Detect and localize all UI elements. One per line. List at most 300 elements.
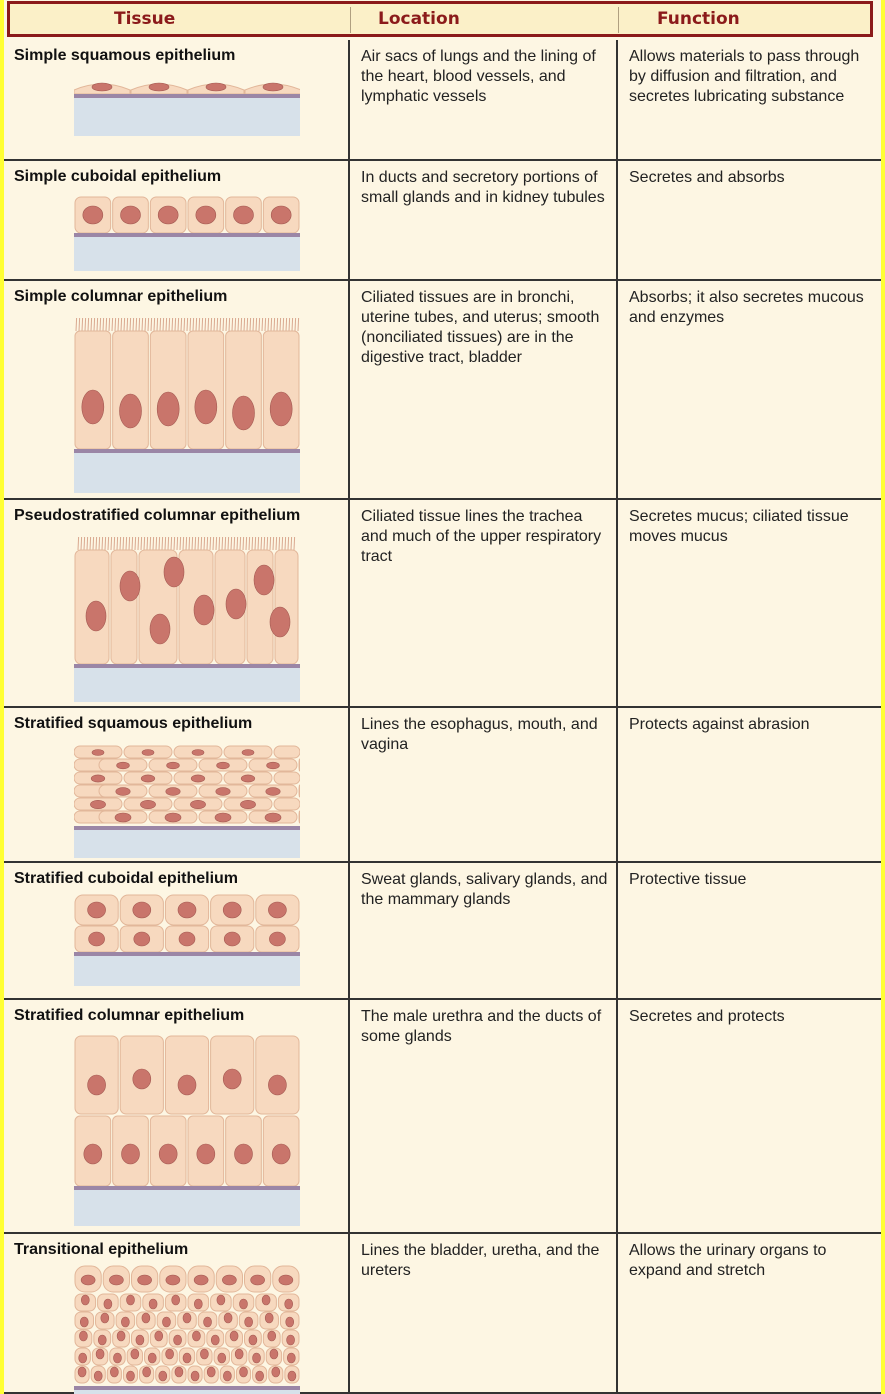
nucleus <box>285 1299 293 1309</box>
cilium <box>231 537 232 550</box>
nucleus <box>253 1353 261 1363</box>
nucleus <box>149 83 169 91</box>
cilium <box>202 318 203 331</box>
cilium <box>271 318 272 331</box>
cell <box>226 331 262 449</box>
nucleus <box>194 595 214 625</box>
cilium <box>211 318 212 331</box>
nucleus <box>263 83 283 91</box>
cilium <box>240 537 241 550</box>
simple-squamous-illustration <box>74 74 300 152</box>
cilium <box>243 537 244 550</box>
tissue-cell <box>4 40 348 159</box>
function-cell <box>616 500 881 706</box>
table-row <box>4 863 881 1000</box>
cilium <box>157 318 158 331</box>
nucleus <box>117 762 130 769</box>
nucleus <box>143 1367 151 1377</box>
cilium <box>238 318 239 331</box>
cilium <box>241 318 242 331</box>
connective-tissue <box>74 1390 300 1394</box>
location-text: Sweat glands, salivary glands, and the mammary glands <box>361 871 608 908</box>
cilium <box>250 318 251 331</box>
nucleus <box>121 206 141 224</box>
location-cell <box>348 40 616 159</box>
nucleus <box>226 589 246 619</box>
cilium <box>120 537 121 550</box>
nucleus <box>195 390 217 424</box>
connective-tissue <box>74 453 300 493</box>
location-text: Lines the esophagus, mouth, and vagina <box>361 716 598 753</box>
nucleus <box>270 1349 278 1359</box>
nucleus <box>272 1367 280 1377</box>
nucleus <box>211 1335 219 1345</box>
table-row <box>4 708 881 863</box>
cilium <box>132 537 133 550</box>
nucleus <box>287 1353 295 1363</box>
cilium <box>165 537 166 550</box>
cilium <box>178 318 179 331</box>
function-cell <box>616 1234 881 1392</box>
cilium <box>124 318 125 331</box>
nucleus <box>230 1331 238 1341</box>
location-cell <box>348 1234 616 1392</box>
nucleus <box>116 788 130 796</box>
cilium <box>115 318 116 331</box>
location-cell <box>348 281 616 498</box>
cilium <box>205 318 206 331</box>
cilium <box>79 318 80 331</box>
cilium <box>262 318 263 331</box>
cilium <box>286 318 287 331</box>
header-divider <box>618 7 619 33</box>
function-cell <box>616 708 881 861</box>
cilium <box>78 537 79 550</box>
function-text: Protects against abrasion <box>629 716 810 733</box>
cilium <box>253 318 254 331</box>
cilium <box>141 537 142 550</box>
nucleus <box>110 1367 118 1377</box>
nucleus <box>166 1349 174 1359</box>
connective-tissue <box>74 98 300 136</box>
cilium <box>87 537 88 550</box>
header-location: Location <box>378 9 460 29</box>
simple-columnar-illustration <box>74 315 300 493</box>
tissue-cell <box>4 500 348 706</box>
nucleus <box>131 1349 139 1359</box>
cilium <box>183 537 184 550</box>
cilium <box>207 537 208 550</box>
nucleus <box>223 1069 241 1089</box>
cilium <box>163 318 164 331</box>
nucleus <box>140 800 155 808</box>
nucleus <box>172 1295 180 1305</box>
nucleus <box>88 1075 106 1095</box>
cilium <box>225 537 226 550</box>
nucleus <box>197 1144 215 1164</box>
cilium <box>126 537 127 550</box>
cilium <box>204 537 205 550</box>
nucleus <box>115 813 131 822</box>
cilium <box>285 537 286 550</box>
tissue-name: Simple columnar epithelium <box>14 288 228 305</box>
cilium <box>105 537 106 550</box>
tissue-name: Simple squamous epithelium <box>14 47 236 64</box>
nucleus <box>224 932 240 946</box>
cilium <box>292 318 293 331</box>
table-row <box>4 1234 881 1394</box>
cilium <box>103 318 104 331</box>
nucleus <box>127 1295 135 1305</box>
nucleus <box>79 1353 87 1363</box>
nucleus <box>235 1144 253 1164</box>
cilium <box>147 537 148 550</box>
nucleus <box>174 1335 182 1345</box>
connective-tissue <box>74 237 300 271</box>
cilium <box>190 318 191 331</box>
cilium <box>121 318 122 331</box>
cilium <box>172 318 173 331</box>
cell <box>111 550 137 664</box>
table-row <box>4 161 881 281</box>
nucleus <box>166 788 180 796</box>
cilium <box>210 537 211 550</box>
table-header <box>7 1 873 37</box>
nucleus <box>155 1331 163 1341</box>
nucleus <box>157 392 179 426</box>
function-cell <box>616 1000 881 1232</box>
cilium <box>136 318 137 331</box>
connective-tissue <box>74 956 300 986</box>
cilium <box>82 318 83 331</box>
nucleus <box>217 1295 225 1305</box>
cilium <box>288 537 289 550</box>
location-cell <box>348 1000 616 1232</box>
nucleus <box>194 1275 208 1285</box>
cilium <box>289 318 290 331</box>
tissue-name: Pseudostratified columnar epithelium <box>14 507 301 524</box>
cilium <box>267 537 268 550</box>
cell <box>150 331 186 449</box>
nucleus <box>149 1299 157 1309</box>
cilium <box>193 318 194 331</box>
nucleus <box>120 571 140 601</box>
cell <box>299 785 300 797</box>
nucleus <box>133 902 151 918</box>
cilium <box>138 537 139 550</box>
nucleus <box>192 750 204 756</box>
nucleus <box>207 1367 215 1377</box>
cilium <box>256 318 257 331</box>
cilium <box>118 318 119 331</box>
cilium <box>100 318 101 331</box>
cilium <box>244 318 245 331</box>
cilium <box>93 537 94 550</box>
cilium <box>99 537 100 550</box>
function-text: Secretes mucus; ciliated tissue moves mucus <box>629 508 849 545</box>
cilium <box>279 537 280 550</box>
tissue-name: Stratified squamous epithelium <box>14 715 253 732</box>
nucleus <box>249 1335 257 1345</box>
nucleus <box>222 1275 236 1285</box>
nucleus <box>268 1075 286 1095</box>
connective-tissue <box>74 1190 300 1226</box>
cilium <box>184 318 185 331</box>
cilium <box>264 537 265 550</box>
nucleus <box>254 565 274 595</box>
nucleus <box>165 813 181 822</box>
cilium <box>222 537 223 550</box>
cilium <box>214 318 215 331</box>
cilium <box>237 537 238 550</box>
cilium <box>150 537 151 550</box>
nucleus <box>287 1335 295 1345</box>
cilium <box>255 537 256 550</box>
nucleus <box>117 1331 125 1341</box>
cilium <box>160 318 161 331</box>
nucleus <box>89 932 105 946</box>
cilium <box>169 318 170 331</box>
cell <box>274 798 300 810</box>
cilium <box>181 318 182 331</box>
cilium <box>154 318 155 331</box>
nucleus <box>98 1335 106 1345</box>
cilium <box>189 537 190 550</box>
nucleus <box>175 1367 183 1377</box>
nucleus <box>159 1144 177 1164</box>
cilium <box>96 537 97 550</box>
cilium <box>298 318 299 331</box>
cilium <box>295 318 296 331</box>
cilium <box>213 537 214 550</box>
nucleus <box>245 1317 253 1327</box>
header-divider <box>350 7 351 33</box>
location-text: In ducts and secretory portions of small glands and in kidney tubules <box>361 169 605 206</box>
nucleus <box>183 1313 191 1323</box>
nucleus <box>150 614 170 644</box>
table-row <box>4 40 881 161</box>
location-cell <box>348 161 616 279</box>
nucleus <box>178 1075 196 1095</box>
cilium <box>280 318 281 331</box>
nucleus <box>270 607 290 637</box>
cilium <box>234 537 235 550</box>
pseudostratified-columnar-illustration <box>74 534 300 702</box>
nucleus <box>120 394 142 428</box>
nucleus <box>204 1317 212 1327</box>
cell <box>299 759 300 771</box>
nucleus <box>80 1317 88 1327</box>
nucleus <box>191 775 205 782</box>
nucleus <box>88 902 106 918</box>
nucleus <box>269 932 285 946</box>
nucleus <box>90 800 105 808</box>
nucleus <box>270 392 292 426</box>
cilium <box>133 318 134 331</box>
cilium <box>127 318 128 331</box>
cilium <box>277 318 278 331</box>
nucleus <box>166 1275 180 1285</box>
cilium <box>166 318 167 331</box>
nucleus <box>224 1313 232 1323</box>
nucleus <box>268 1331 276 1341</box>
cilium <box>108 537 109 550</box>
cilium <box>175 318 176 331</box>
nucleus <box>178 902 196 918</box>
cilium <box>88 318 89 331</box>
location-text: Lines the bladder, uretha, and the ureters <box>361 1242 600 1279</box>
nucleus <box>96 1349 104 1359</box>
cilium <box>186 537 187 550</box>
cilium <box>144 537 145 550</box>
nucleus <box>200 1349 208 1359</box>
cilium <box>97 318 98 331</box>
nucleus <box>262 1295 270 1305</box>
nucleus <box>216 788 230 796</box>
tissue-cell <box>4 281 348 498</box>
nucleus <box>78 1367 86 1377</box>
nucleus <box>268 902 286 918</box>
nucleus <box>215 813 231 822</box>
location-cell <box>348 708 616 861</box>
cilium <box>198 537 199 550</box>
cilium <box>174 537 175 550</box>
cilium <box>247 318 248 331</box>
cilium <box>130 318 131 331</box>
cilium <box>129 537 130 550</box>
basement-membrane <box>74 952 300 956</box>
cilium <box>274 318 275 331</box>
cilium <box>265 318 266 331</box>
cilium <box>294 537 295 550</box>
function-text: Protective tissue <box>629 871 747 888</box>
nucleus <box>167 762 180 769</box>
location-cell <box>348 500 616 706</box>
nucleus <box>240 800 255 808</box>
cilium <box>76 318 77 331</box>
cilium <box>142 318 143 331</box>
function-text: Absorbs; it also secretes mucous and enzymes <box>629 289 864 326</box>
cilium <box>192 537 193 550</box>
nucleus <box>84 1144 102 1164</box>
cilium <box>106 318 107 331</box>
nucleus <box>194 1299 202 1309</box>
cilium <box>123 537 124 550</box>
nucleus <box>79 1331 87 1341</box>
nucleus <box>121 1317 129 1327</box>
cilium <box>208 318 209 331</box>
tissue-name: Stratified columnar epithelium <box>14 1007 245 1024</box>
cell <box>263 331 299 449</box>
cilium <box>283 318 284 331</box>
basement-membrane <box>74 94 300 98</box>
cilium <box>216 537 217 550</box>
cilium <box>276 537 277 550</box>
nucleus <box>134 932 150 946</box>
cilium <box>291 537 292 550</box>
nucleus <box>94 1371 102 1381</box>
cilium <box>187 318 188 331</box>
nucleus <box>158 206 178 224</box>
tissue-cell <box>4 1234 348 1392</box>
cilium <box>117 537 118 550</box>
function-cell <box>616 40 881 159</box>
nucleus <box>141 775 155 782</box>
basement-membrane <box>74 664 300 668</box>
cilium <box>195 537 196 550</box>
nucleus <box>235 1349 243 1359</box>
nucleus <box>92 750 104 756</box>
nucleus <box>265 1313 273 1323</box>
header-tissue: Tissue <box>114 9 176 29</box>
nucleus <box>81 1275 95 1285</box>
cilium <box>156 537 157 550</box>
nucleus <box>242 750 254 756</box>
nucleus <box>191 1371 199 1381</box>
nucleus <box>122 1144 140 1164</box>
nucleus <box>142 1313 150 1323</box>
nucleus <box>196 206 216 224</box>
nucleus <box>82 390 104 424</box>
cilium <box>145 318 146 331</box>
nucleus <box>217 762 230 769</box>
cilium <box>139 318 140 331</box>
header-function: Function <box>657 9 740 29</box>
cilium <box>135 537 136 550</box>
nucleus <box>256 1371 264 1381</box>
nucleus <box>81 1295 89 1305</box>
cilium <box>109 318 110 331</box>
cilium <box>199 318 200 331</box>
nucleus <box>241 775 255 782</box>
nucleus <box>148 1353 156 1363</box>
function-text: Allows the urinary organs to expand and stretch <box>629 1242 827 1279</box>
tissue-cell <box>4 708 348 861</box>
function-cell <box>616 863 881 998</box>
nucleus <box>91 775 105 782</box>
cilium <box>112 318 113 331</box>
table-row <box>4 500 881 708</box>
cilium <box>261 537 262 550</box>
nucleus <box>233 396 255 430</box>
cilium <box>249 537 250 550</box>
nucleus <box>142 750 154 756</box>
transitional-illustration <box>74 1264 300 1394</box>
tissue-name: Stratified cuboidal epithelium <box>14 870 239 887</box>
connective-tissue <box>74 830 300 858</box>
nucleus <box>271 206 291 224</box>
function-cell <box>616 161 881 279</box>
location-cell <box>348 863 616 998</box>
nucleus <box>265 813 281 822</box>
nucleus <box>113 1353 121 1363</box>
nucleus <box>92 83 112 91</box>
cilium <box>259 318 260 331</box>
cilium <box>91 318 92 331</box>
cilium <box>229 318 230 331</box>
cell <box>113 331 149 449</box>
nucleus <box>101 1313 109 1323</box>
tissue-name: Transitional epithelium <box>14 1241 189 1258</box>
cilium <box>273 537 274 550</box>
basement-membrane <box>74 449 300 453</box>
nucleus <box>164 557 184 587</box>
cilium <box>201 537 202 550</box>
nucleus <box>286 1317 294 1327</box>
function-text: Secretes and absorbs <box>629 169 785 186</box>
nucleus <box>183 1353 191 1363</box>
cilium <box>232 318 233 331</box>
